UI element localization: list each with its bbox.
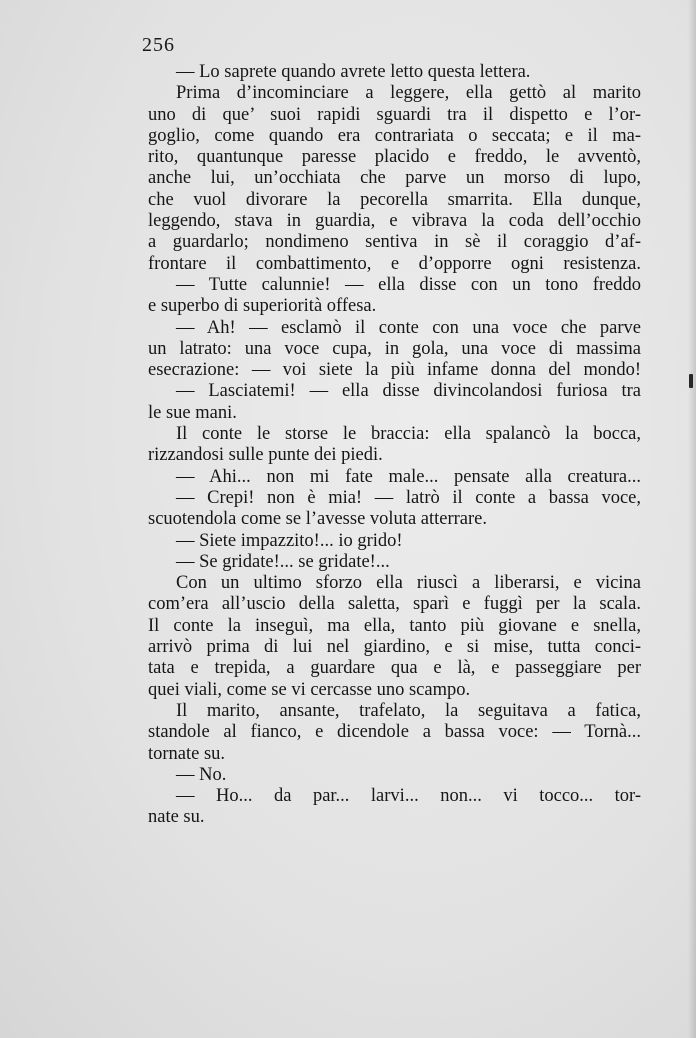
- text-line: esecrazione: — voi siete la più infame donna del mondo!: [148, 360, 641, 381]
- text-line: Il conte le storse le braccia: ella spalancò la bocca,: [176, 424, 641, 445]
- text-line: — Lasciatemi! — ella disse divincolandosi furiosa tra: [176, 381, 641, 402]
- text-line: le sue mani.: [148, 402, 237, 423]
- text-line: arrivò prima di lui nel giardino, e si mise, tutta conci-: [148, 637, 641, 658]
- body-text: [148, 62, 641, 829]
- text-line: — Se gridate!... se gridate!...: [176, 551, 390, 572]
- text-line: nate su.: [148, 807, 205, 828]
- text-line: Il conte la inseguì, ma ella, tanto più giovane e snella,: [148, 615, 641, 636]
- page-number: 256: [142, 34, 175, 56]
- text-line: — Siete impazzito!... io grido!: [176, 530, 403, 551]
- text-line: e superbo di superiorità offesa.: [148, 296, 377, 317]
- text-line: leggendo, stava in guardia, e vibrava la coda dell’occhio: [148, 211, 641, 232]
- text-line: com’era all’uscio della saletta, sparì e fuggì per la scala.: [148, 594, 641, 615]
- text-line: Il marito, ansante, trafelato, la seguitava a fatica,: [176, 700, 641, 721]
- text-line: standole al fianco, e dicendole a bassa voce: — Tornà...: [148, 722, 641, 743]
- text-line: frontare il combattimento, e d’opporre ogni resistenza.: [148, 253, 641, 274]
- text-line: — Ah! — esclamò il conte con una voce che parve: [176, 317, 641, 338]
- text-line: — Lo saprete quando avrete letto questa lettera.: [176, 62, 531, 82]
- text-line: — Tutte calunnie! — ella disse con un tono freddo: [176, 274, 641, 295]
- page-edge-shadow: [688, 0, 696, 1038]
- text-line: rito, quantunque paresse placido e freddo, le avventò,: [148, 147, 641, 168]
- text-line: — Ahi... non mi fate male... pensate alla creatura...: [176, 466, 641, 487]
- text-line: — Ho... da par... larvi... non... vi tocco... tor-: [176, 786, 641, 807]
- text-line: che vuol divorare la pecorella smarrita. Ella dunque,: [148, 189, 641, 210]
- text-line: Prima d’incominciare a leggere, ella gettò al marito: [176, 83, 641, 104]
- text-line: anche lui, un’occhiata che parve un morso di lupo,: [148, 168, 641, 189]
- text-line: — Crepi! non è mia! — latrò il conte a bassa voce,: [176, 487, 641, 508]
- text-line: — No.: [176, 764, 227, 785]
- text-line: uno di que’ suoi rapidi sguardi tra il dispetto e l’or-: [148, 104, 641, 125]
- text-line: rizzandosi sulle punte dei piedi.: [148, 445, 383, 466]
- text-line: tornate su.: [148, 743, 226, 764]
- text-line: scuotendola come se l’avesse voluta atterrare.: [148, 509, 488, 530]
- text-line: a guardarlo; nondimeno sentiva in sè il coraggio d’af-: [148, 232, 641, 253]
- text-line: goglio, come quando era contrariata o seccata; e il ma-: [148, 125, 641, 146]
- text-line: un latrato: una voce cupa, in gola, una voce di massima: [148, 338, 641, 359]
- text-line: tata e trepida, a guardare qua e là, e passeggiare per: [148, 658, 641, 679]
- text-line: Con un ultimo sforzo ella riuscì a liberarsi, e vicina: [176, 573, 641, 594]
- text-line: quei viali, come se vi cercasse uno scampo.: [148, 679, 471, 700]
